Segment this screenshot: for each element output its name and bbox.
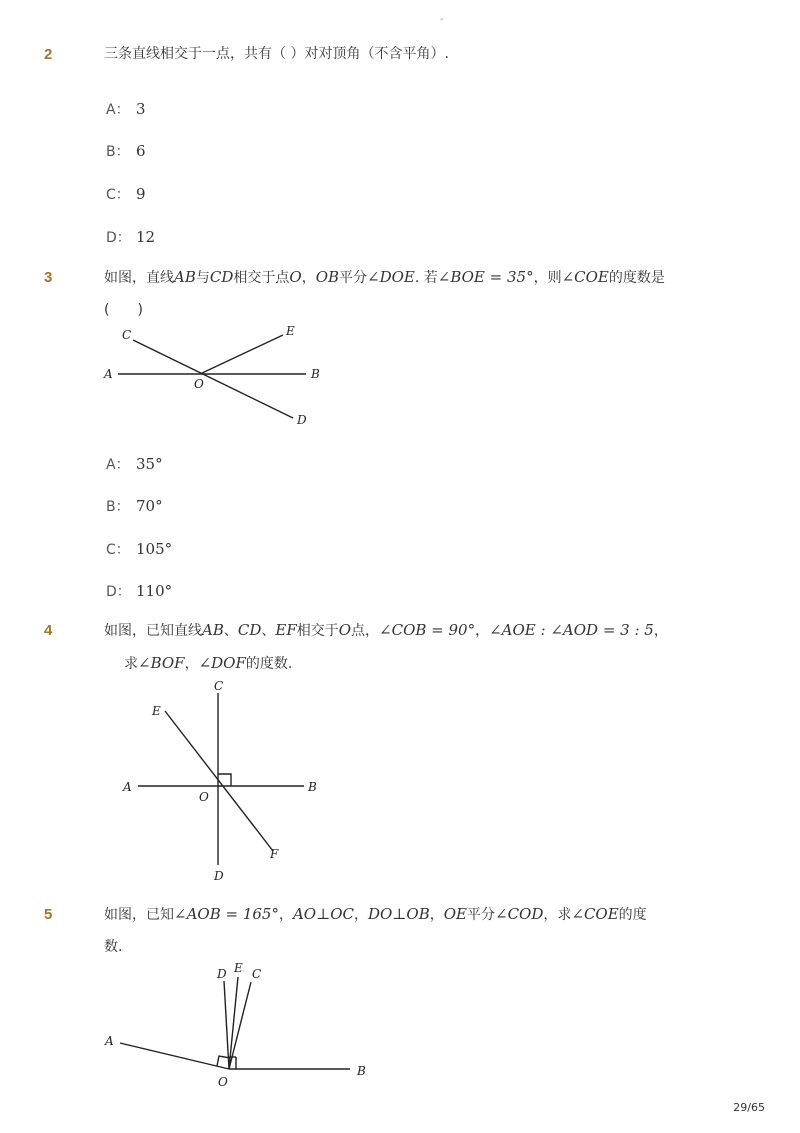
- ray-oe: [200, 335, 283, 374]
- label-a: A: [105, 1034, 114, 1048]
- option-label: B：: [106, 144, 130, 160]
- option-value: 6: [136, 142, 146, 160]
- label-o: O: [218, 1075, 228, 1089]
- question-text: 如图，直线AB与CD相交于点O，OB平分∠DOE. 若∠BOE = 35°，则∠COE的度数是 ( ): [104, 268, 665, 318]
- option-c[interactable]: [106, 184, 146, 204]
- question-text: 如图，已知∠AOB = 165°，AO⊥OC，DO⊥OB，OE平分∠COD，求∠COE的度 数.: [104, 905, 647, 955]
- option-label: C：: [106, 542, 130, 558]
- option-label: D：: [106, 584, 131, 600]
- ray-oa: [120, 1043, 229, 1069]
- label-d: D: [217, 967, 227, 981]
- option-value: 110°: [136, 582, 173, 600]
- question-number: 2: [44, 46, 53, 63]
- question-number: 3: [44, 269, 53, 286]
- page-number: 29/65: [733, 1101, 765, 1114]
- label-c: C: [122, 328, 132, 342]
- option-d[interactable]: [106, 227, 155, 247]
- label-c: C: [252, 967, 262, 981]
- question-text: 三条直线相交于一点，共有（ ）对对顶角（不含平角）.: [104, 46, 449, 62]
- ray-od: [224, 981, 229, 1069]
- figure-q3: [100, 320, 340, 435]
- option-label: C：: [106, 187, 130, 203]
- option-b[interactable]: [106, 496, 163, 516]
- question-text: 如图，已知直线AB、CD、EF相交于O点，∠COB = 90°，∠AOE : ∠AOD = 3 : 5， 求∠BOF，∠DOF的度数.: [104, 621, 668, 672]
- question-number: 5: [44, 906, 53, 923]
- label-o: O: [199, 790, 209, 804]
- figure-q4: [110, 675, 330, 885]
- option-label: B：: [106, 499, 130, 515]
- label-b: B: [311, 367, 320, 381]
- label-f: F: [270, 847, 279, 861]
- label-a: A: [123, 780, 132, 794]
- option-c[interactable]: [106, 539, 172, 559]
- label-b: B: [308, 780, 317, 794]
- option-value: 70°: [136, 497, 163, 515]
- line-cd: [133, 340, 293, 418]
- option-label: A：: [106, 457, 130, 473]
- option-d[interactable]: [106, 581, 172, 601]
- label-c: C: [214, 679, 224, 693]
- option-value: 35°: [136, 455, 163, 473]
- label-b: B: [357, 1064, 366, 1078]
- line-ef: [165, 711, 273, 851]
- label-d: D: [297, 413, 307, 427]
- figure-q5: [95, 960, 385, 1095]
- option-value: 12: [136, 228, 156, 246]
- option-a[interactable]: [106, 99, 146, 119]
- label-e: E: [286, 324, 295, 338]
- option-b[interactable]: [106, 141, 146, 161]
- option-value: 9: [136, 185, 146, 203]
- header-mark: -: [440, 14, 444, 25]
- option-a[interactable]: [106, 454, 163, 474]
- ray-oe: [229, 977, 238, 1069]
- option-label: D：: [106, 230, 131, 246]
- label-d: D: [214, 869, 224, 883]
- label-e: E: [234, 961, 243, 975]
- option-label: A：: [106, 102, 130, 118]
- right-angle-mark: [218, 774, 231, 786]
- option-value: 3: [136, 100, 146, 118]
- label-e: E: [152, 704, 161, 718]
- label-a: A: [104, 367, 113, 381]
- label-o: O: [194, 377, 204, 391]
- option-value: 105°: [136, 540, 173, 558]
- question-number: 4: [44, 622, 53, 639]
- ray-oc: [229, 982, 251, 1069]
